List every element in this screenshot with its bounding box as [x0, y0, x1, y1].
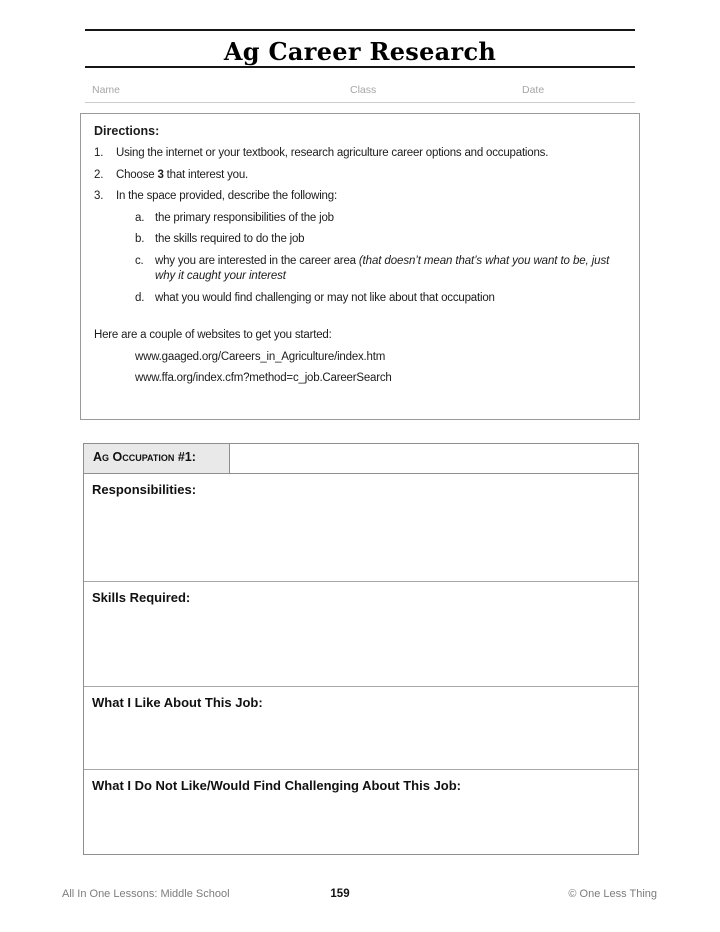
occupation-header-row: [84, 444, 638, 473]
occupation-name-field[interactable]: [230, 444, 638, 473]
list-item-text: the primary responsibilities of the job: [155, 211, 334, 224]
footer-copyright: © One Less Thing: [568, 888, 657, 900]
section-label-skills-required: Skills Required:: [92, 590, 191, 605]
list-marker: c.: [135, 254, 144, 267]
list-marker: 1.: [94, 147, 104, 159]
directions-sub-item: [135, 254, 629, 285]
occupation-header-label: Ag Occupation #1:: [84, 444, 230, 473]
fields-underline-rule[interactable]: [85, 102, 635, 103]
list-marker: d.: [135, 291, 145, 304]
websites-intro: Here are a couple of websites to get you started:: [94, 329, 332, 341]
websites-list: [81, 350, 639, 387]
list-item-text: Using the internet or your textbook, research agriculture career options and occupations.: [116, 147, 549, 159]
title-underline-rule: [85, 66, 635, 68]
section-row-dislike: [84, 769, 638, 854]
class-field-label: Class: [350, 84, 377, 96]
list-item-text: the skills required to do the job: [155, 233, 305, 245]
answer-area-like[interactable]: [84, 710, 638, 769]
answer-area-responsibilities[interactable]: [84, 497, 638, 581]
list-marker: 3.: [94, 190, 104, 202]
list-marker: a.: [135, 211, 145, 224]
occupation-section-rows: [84, 473, 638, 854]
directions-label: Directions:: [94, 124, 160, 138]
directions-item: [94, 168, 629, 184]
directions-item: [94, 146, 629, 162]
section-row-like: [84, 686, 638, 769]
directions-sub-item: [135, 211, 629, 227]
footer-page-number: 159: [330, 888, 350, 900]
directions-box: [80, 113, 640, 420]
date-field-label: Date: [522, 84, 545, 96]
directions-sub-item: [135, 232, 629, 248]
section-label-like: What I Like About This Job:: [92, 695, 263, 710]
top-rule: [85, 29, 635, 31]
name-field-label: Name: [92, 84, 121, 96]
list-marker: b.: [135, 233, 145, 245]
answer-area-dislike[interactable]: [84, 793, 638, 854]
occupation-table: [83, 443, 639, 855]
directions-sub-item: [135, 291, 629, 307]
page-title: Ag Career Research: [223, 37, 497, 66]
section-row-responsibilities: [84, 473, 638, 581]
footer-series-label: All In One Lessons: Middle School: [62, 888, 230, 900]
section-label-dislike: What I Do Not Like/Would Find Challenging About This Job:: [92, 778, 462, 793]
list-item-text: why you are interested in the career area (that doesn’t mean that’s what you want to be, just why it caught your interest: [155, 254, 610, 282]
website-url: www.gaaged.org/Careers_in_Agriculture/index.htm: [135, 350, 386, 363]
section-row-skills-required: [84, 581, 638, 686]
section-label-responsibilities: Responsibilities:: [92, 482, 197, 497]
website-url: www.ffa.org/index.cfm?method=c_job.CareerSearch: [135, 372, 392, 384]
list-item-text: In the space provided, describe the following:: [116, 190, 337, 202]
list-item-text: Choose 3 that interest you.: [116, 168, 249, 181]
name-class-date-row: [85, 84, 635, 98]
directions-list: [81, 146, 639, 306]
directions-item: [94, 189, 629, 205]
list-item-text: what you would find challenging or may not like about that occupation: [155, 291, 495, 304]
answer-area-skills-required[interactable]: [84, 605, 638, 686]
list-marker: 2.: [94, 168, 104, 181]
